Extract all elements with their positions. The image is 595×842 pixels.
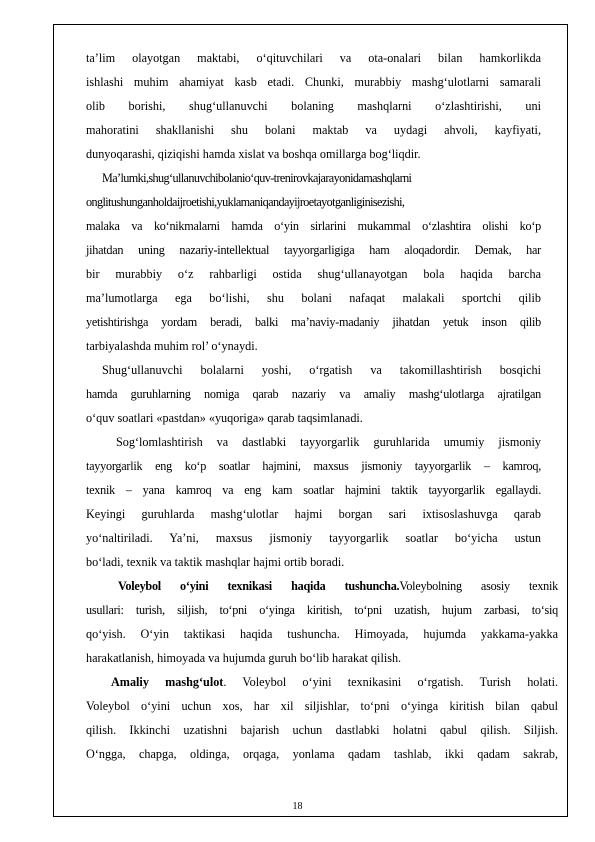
paragraph-text: Voleybolning asosiy texnik bbox=[399, 579, 558, 593]
section-amaliy-mashgulot-first-line bbox=[111, 672, 558, 692]
paragraph-line: hamda guruhlarning nomiga qarab nazariy va amaliy mashg‘ulotlarga ajratilgan bbox=[86, 387, 541, 401]
paragraph-text: . Voleybol o‘yini texnikasini o‘rgatish. Turish holati. bbox=[223, 675, 559, 689]
section-voleybol-texnikasi-first-line bbox=[118, 576, 558, 596]
paragraph-line: olib borishi, shug‘ullanuvchi bolaning mashqlarni o‘zlashtirishi, uni bbox=[86, 99, 541, 113]
paragraph-line: qo‘yish. O‘yin taktikasi haqida tushuncha. Himoyada, hujumda yakkama-yakka bbox=[86, 627, 558, 641]
section-heading: Amaliy mashg‘ulot bbox=[111, 675, 224, 689]
paragraph-line: O‘ngga, chapga, oldinga, orqaga, yonlama qadam tashlab, ikki qadam sakrab, bbox=[86, 747, 558, 761]
paragraph-line: Sog‘lomlashtirish va dastlabki tayyorgarlik guruhlarida umumiy jismoniy bbox=[116, 435, 541, 449]
paragraph-line: harakatlanish, himoyada va hujumda guruh bo‘lib harakat qilish. bbox=[86, 651, 402, 665]
paragraph-line: malaka va ko‘nikmalarni hamda o‘yin sirlarini mukammal o‘zlashtira olishi ko‘p bbox=[86, 219, 541, 233]
paragraph-line: ma’lumotlarga ega bo‘lishi, shu bolani nafaqat malakali sportchi qilib bbox=[86, 291, 541, 305]
paragraph-line: jihatdan uning nazariy-intellektual tayyorgarligiga ham aloqadordir. Demak, har bbox=[86, 243, 541, 257]
paragraph-line: usullari: turish, siljish, to‘pni o‘yinga kiritish, to‘pni uzatish, hujum zarbasi, to‘siq bbox=[86, 603, 558, 617]
paragraph-line: bir murabbiy o‘z rahbarligi ostida shug‘ullanayotgan bola haqida barcha bbox=[86, 267, 541, 281]
paragraph-line: ta’lim olayotgan maktabi, o‘qituvchilari va ota-onalari bilan hamkorlikda bbox=[86, 51, 541, 65]
paragraph-line: texnik – yana kamroq va eng kam soatlar hajmini taktik tayyorgarlik egallaydi. bbox=[86, 483, 541, 497]
paragraph-line: bo‘ladi, texnik va taktik mashqlar hajmi ortib boradi. bbox=[86, 555, 345, 569]
paragraph-line: o‘quv soatlari «pastdan» «yuqoriga» qarab taqsimlanadi. bbox=[86, 411, 363, 425]
paragraph-line: yo‘naltiriladi. Ya’ni, maxsus jismoniy tayyorgarlik soatlar bo‘yicha ustun bbox=[86, 531, 541, 545]
paragraph-line: tayyorgarlik eng ko‘p soatlar hajmini, maxsus jismoniy tayyorgarlik – kamroq, bbox=[86, 459, 541, 473]
section-heading: Voleybol o‘yini texnikasi haqida tushuncha. bbox=[118, 579, 400, 593]
page-number: 18 bbox=[292, 801, 303, 812]
paragraph-line: dunyoqarashi, qiziqishi hamda xislat va boshqa omillarga bog‘liqdir. bbox=[86, 147, 421, 161]
paragraph-line: Keyingi guruhlarda mashg‘ulotlar hajmi borgan sari ixtisoslashuvga qarab bbox=[86, 507, 541, 521]
paragraph-line: qilish. Ikkinchi uzatishni bajarish uchun dastlabki holatni qabul qilish. Siljish. bbox=[86, 723, 558, 737]
paragraph-line: tarbiyalashda muhim rol’ o‘ynaydi. bbox=[86, 339, 258, 353]
paragraph-line: mahoratini shakllanishi shu bolani maktab va uydagi ahvoli, kayfiyati, bbox=[86, 123, 541, 137]
paragraph-line: Ma’lumki,shug‘ullanuvchibolanio‘quv-trenirovkajarayonidamashqlarni bbox=[102, 171, 412, 185]
paragraph-line: Voleybol o‘yini uchun xos, har xil siljishlar, to‘pni o‘yinga kiritish bilan qabul bbox=[86, 699, 558, 713]
paragraph-line: yetishtirishga yordam beradi, balki ma’naviy-madaniy jihatdan yetuk inson qilib bbox=[86, 315, 541, 329]
paragraph-line: ishlashi muhim ahamiyat kasb etadi. Chunki, murabbiy mashg‘ulotlarni samarali bbox=[86, 75, 541, 89]
paragraph-line: Shug‘ullanuvchi bolalarni yoshi, o‘rgatish va takomillashtirish bosqichi bbox=[102, 363, 541, 377]
paragraph-line: onglitushunganholdaijroetishi,yuklamaniqandayijroetayotganliginisezishi, bbox=[86, 195, 405, 209]
